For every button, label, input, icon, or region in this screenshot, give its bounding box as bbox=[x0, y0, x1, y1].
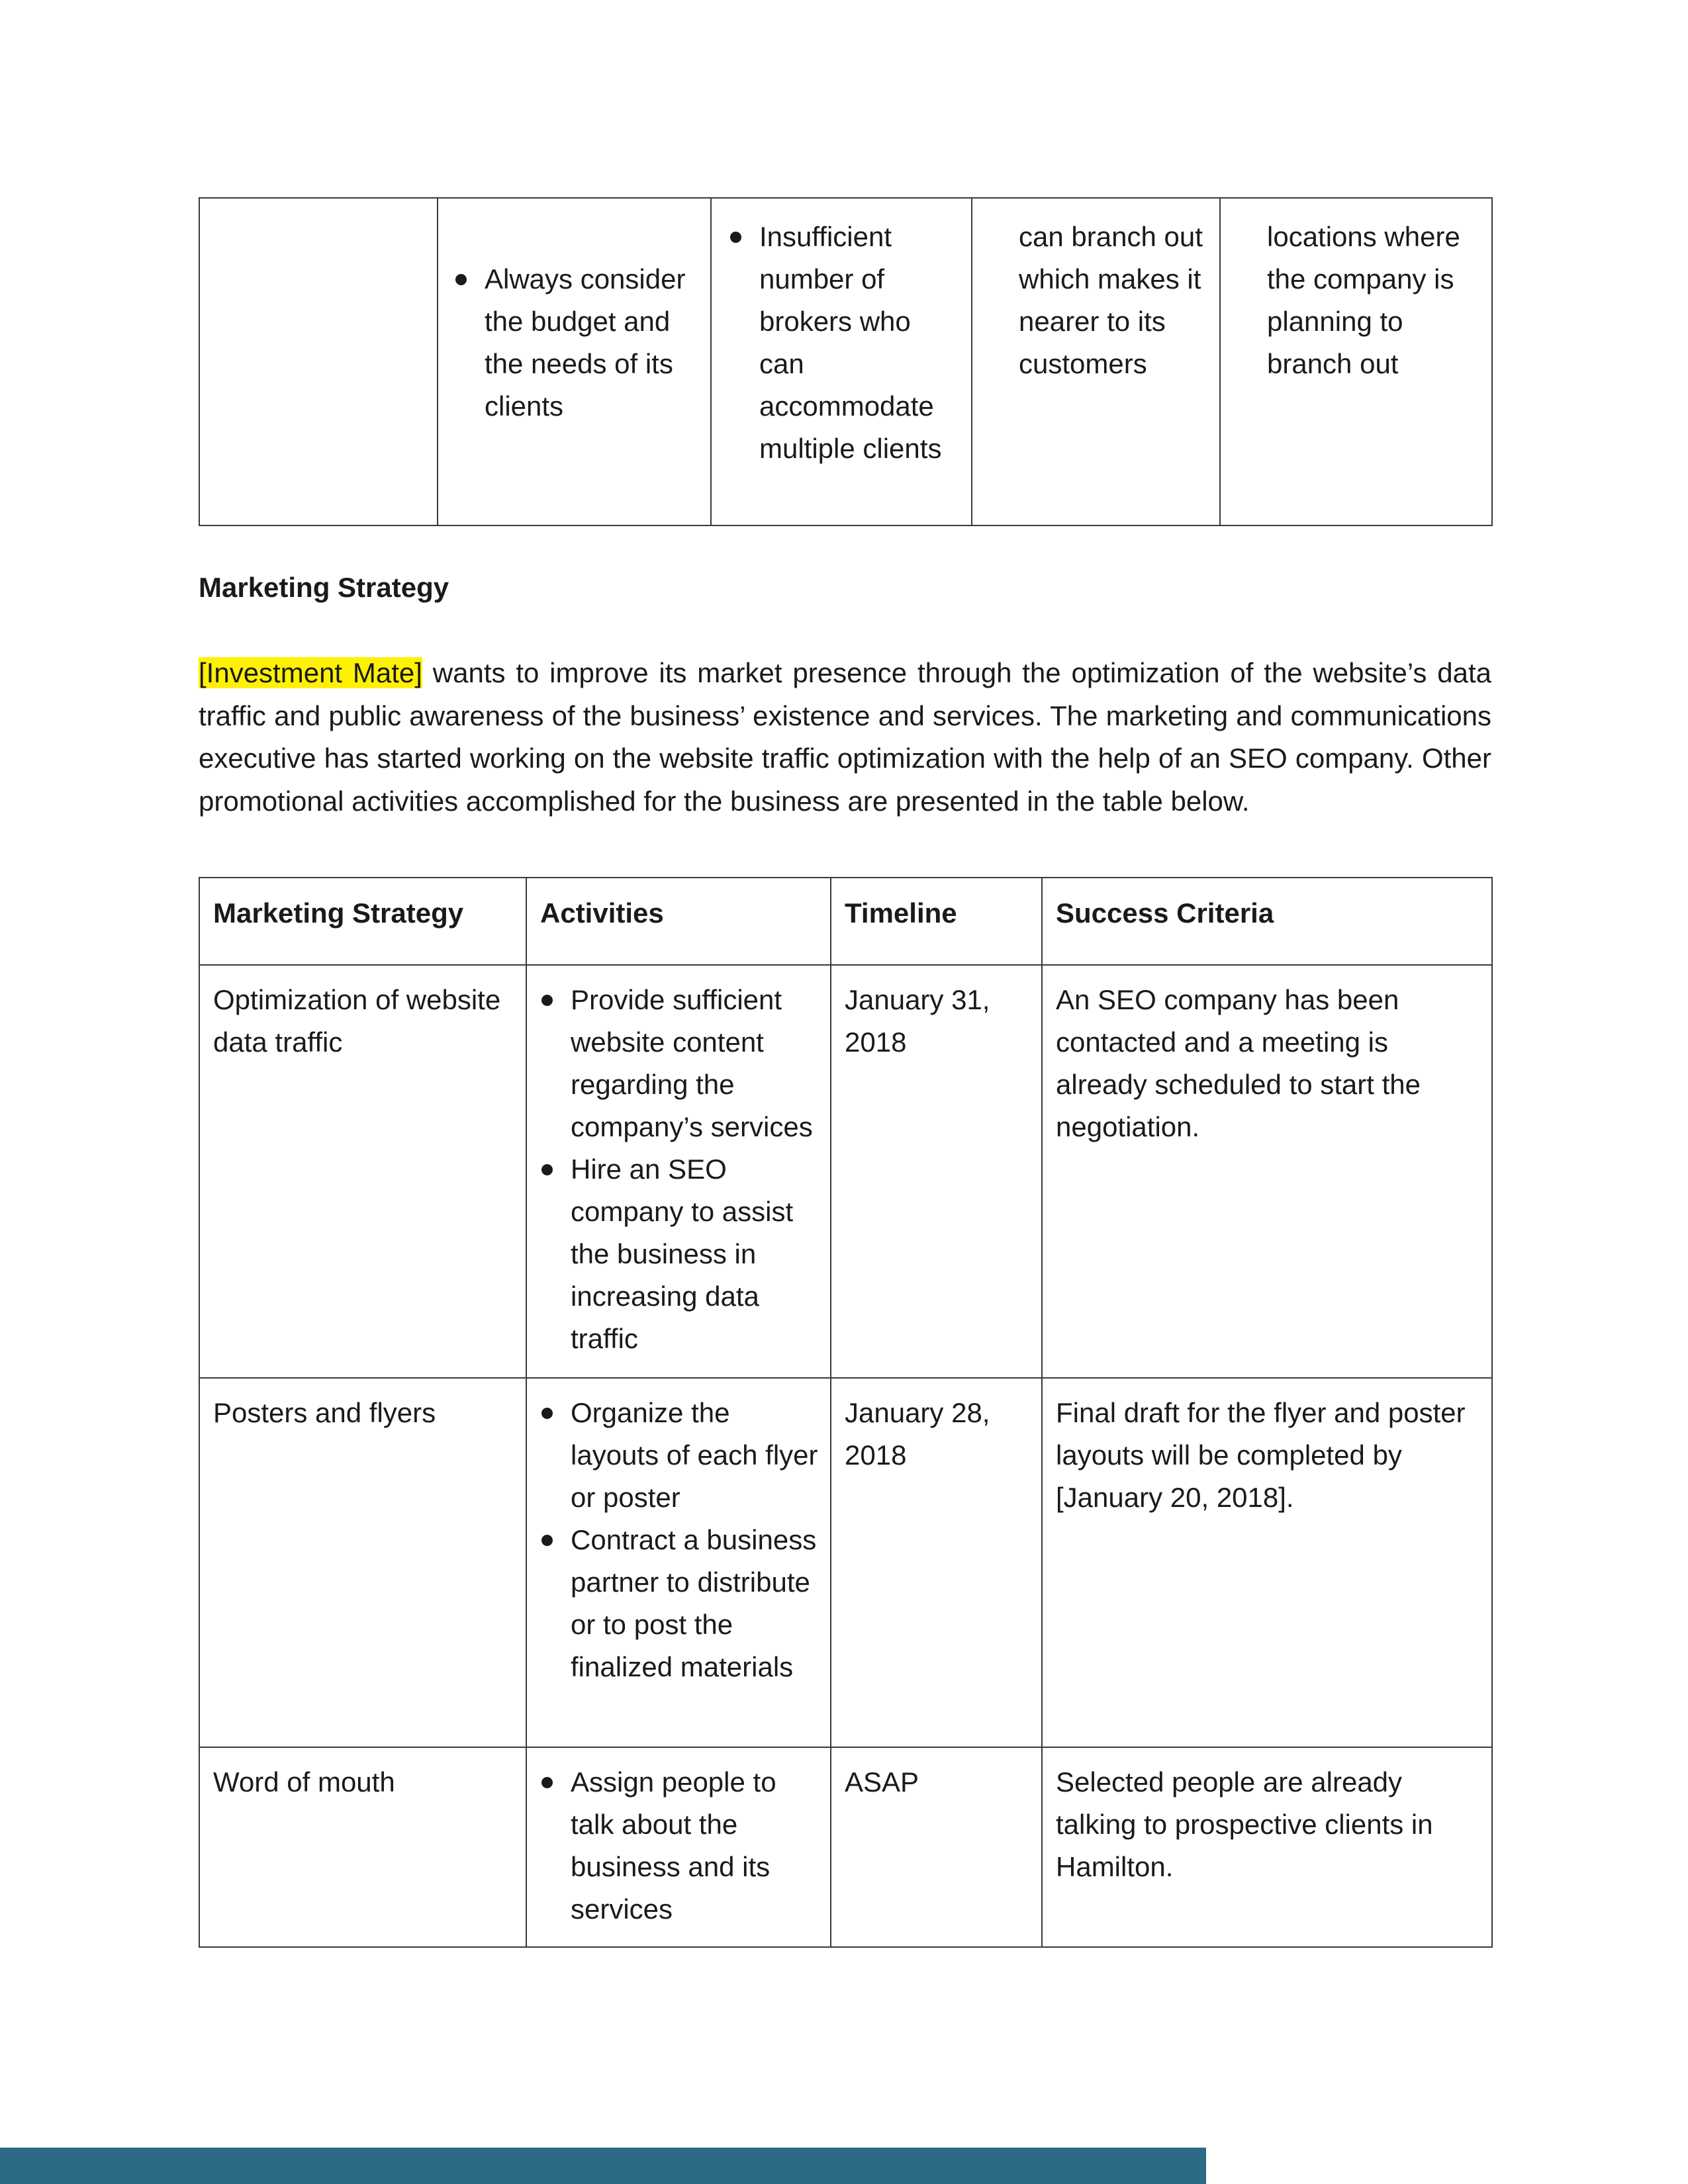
timeline-cell: January 31, 2018 bbox=[831, 965, 1042, 1378]
intro-text: wants to improve its market presence through the optimization of the website’s data traffic and public awareness of the business’ existence and services. The marketing and communications executive has started working on the website traffic optimization with the help of an SEO company. Other promotional activities accomplished for the business are presented in the table below. bbox=[199, 657, 1491, 817]
section-heading: Marketing Strategy bbox=[199, 572, 449, 603]
continuation-table bbox=[199, 197, 1493, 526]
criteria-cell: Selected people are already talking to prospective clients in Hamilton. bbox=[1042, 1747, 1492, 1947]
activities-cell bbox=[526, 1378, 831, 1747]
weakness-cell bbox=[711, 198, 972, 525]
threat-cell bbox=[1220, 198, 1492, 525]
activities-cell bbox=[526, 965, 831, 1378]
list-item: Contract a business partner to distribute or to post the finalized materials bbox=[536, 1519, 823, 1688]
bullet-list bbox=[725, 216, 958, 470]
strategy-cell: Optimization of website data traffic bbox=[199, 965, 526, 1378]
table-row bbox=[199, 1378, 1492, 1747]
bullet-list bbox=[536, 1761, 823, 1931]
company-name-placeholder: [Investment Mate] bbox=[199, 657, 422, 688]
empty-cell bbox=[199, 198, 438, 525]
column-header: Success Criteria bbox=[1042, 878, 1492, 965]
list-item: Hire an SEO company to assist the business in increasing data traffic bbox=[536, 1148, 823, 1360]
list-item: Always consider the budget and the needs of its clients bbox=[450, 258, 697, 428]
list-item: Provide sufficient website content regarding the company’s services bbox=[536, 979, 823, 1148]
list-item: Organize the layouts of each flyer or poster bbox=[536, 1392, 823, 1519]
list-item: Insufficient number of brokers who can accommodate multiple clients bbox=[725, 216, 958, 470]
marketing-strategy-table bbox=[199, 877, 1493, 1948]
cell-text: can branch out which makes it nearer to its customers bbox=[1019, 221, 1203, 379]
timeline-cell: ASAP bbox=[831, 1747, 1042, 1947]
continuation-table-row bbox=[199, 198, 1492, 525]
criteria-cell: Final draft for the flyer and poster layouts will be completed by [January 20, 2018]. bbox=[1042, 1378, 1492, 1747]
cell-text: locations where the company is planning to branch out bbox=[1267, 221, 1460, 379]
column-header: Marketing Strategy bbox=[199, 878, 526, 965]
activities-cell bbox=[526, 1747, 831, 1947]
bullet-list bbox=[450, 258, 697, 428]
strategy-cell: Word of mouth bbox=[199, 1747, 526, 1947]
criteria-cell: An SEO company has been contacted and a meeting is already scheduled to start the negotiation. bbox=[1042, 965, 1492, 1378]
document-page bbox=[199, 197, 1491, 1948]
list-item: Assign people to talk about the business and its services bbox=[536, 1761, 823, 1931]
table-row bbox=[199, 965, 1492, 1378]
bullet-list bbox=[536, 979, 823, 1360]
strength-cell bbox=[438, 198, 711, 525]
table-header-row bbox=[199, 878, 1492, 965]
intro-paragraph bbox=[199, 652, 1491, 823]
table-row bbox=[199, 1747, 1492, 1947]
column-header: Activities bbox=[526, 878, 831, 965]
column-header: Timeline bbox=[831, 878, 1042, 965]
timeline-cell: January 28, 2018 bbox=[831, 1378, 1042, 1747]
bullet-list bbox=[536, 1392, 823, 1688]
footer-bar bbox=[0, 2148, 1206, 2184]
strategy-cell: Posters and flyers bbox=[199, 1378, 526, 1747]
opportunity-cell bbox=[972, 198, 1220, 525]
